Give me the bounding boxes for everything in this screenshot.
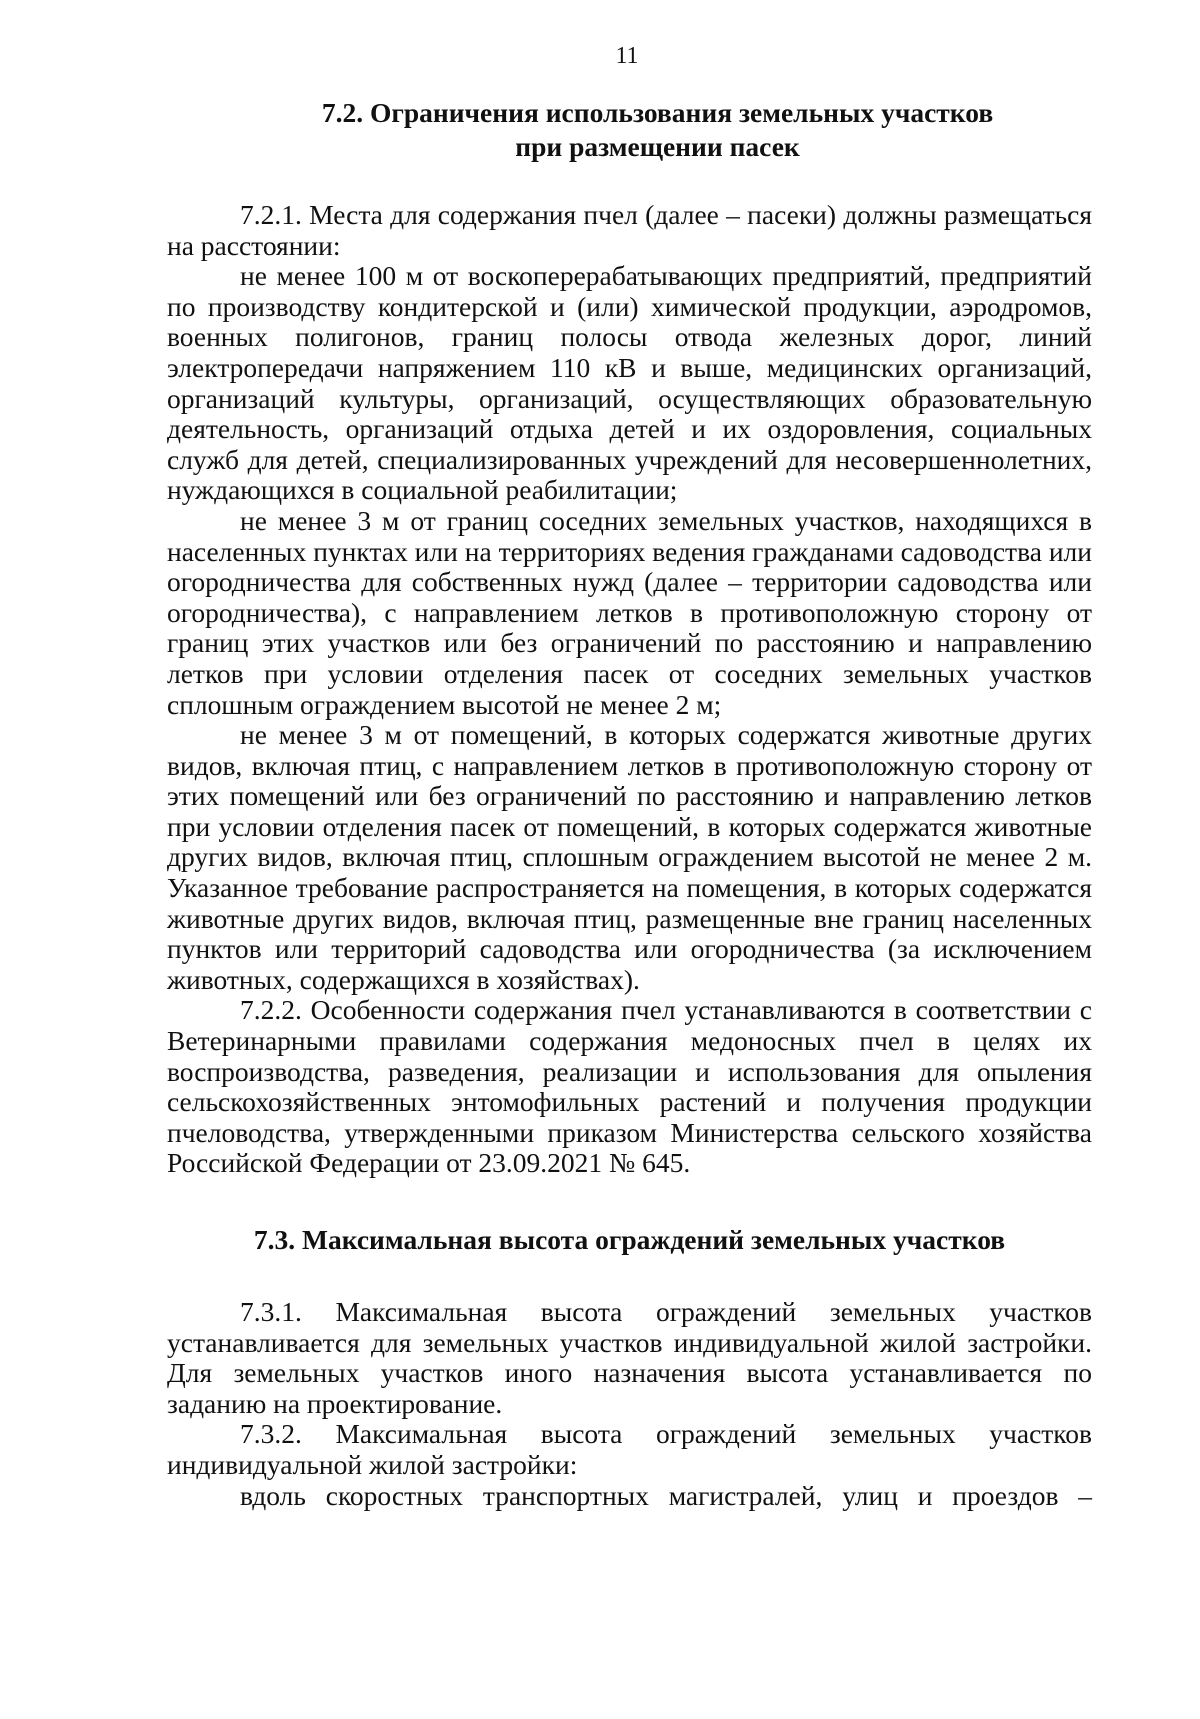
paragraph-distance-100m: не менее 100 м от воскоперерабатывающих предприятий, предприятий по производству кондитерской и (или) химической продукции, аэродромов, военных полигонов, границ полосы отвода железных дорог, линий электропередачи напряжением 110 кВ и выше, медицинских организаций, организаций культуры, организаций, осуществляющих образовательную деятельность, организаций отдыха детей и их оздоровления, социальных служб для детей, специализированных учреждений для несовершеннолетних, нуждающихся в социальной реабилитации; [167,260,1092,506]
section-7-2-heading-line1: 7.2. Ограничения использования земельных участков [321,97,994,128]
paragraph-along-highways: вдоль скоростных транспортных магистралей, улиц и проездов – [240,1479,1092,1511]
spacer [167,164,1092,200]
paragraph-7-3-2: 7.3.2. Максимальная высота ограждений земельных участков индивидуальной жилой застройки: [167,1418,1092,1480]
section-7-2-heading-line2: при размещении пасек [515,131,800,162]
page-number: 11 [615,43,639,69]
spacer [167,1257,1092,1297]
paragraph-7-3-1: 7.3.1. Максимальная высота ограждений земельных участков устанавливается для земельных участков индивидуальной жилой застройки. Для земельных участков иного назначения высота устанавливается по заданию на проектирование. [167,1296,1092,1419]
paragraph-7-2-2: 7.2.2. Особенности содержания пчел устанавливаются в соответствии с Ветеринарными правилами содержания медоносных пчел в целях их воспроизводства, разведения, реализации и использования для опыления сельскохозяйственных энтомофильных растений и получения продукции пчеловодства, утвержденными приказом Министерства сельского хозяйства Российской Федерации от 23.09.2021 № 645. [167,994,1092,1179]
paragraph-distance-3m-plots: не менее 3 м от границ соседних земельных участков, находящихся в населенных пунктах или на территориях ведения гражданами садоводства или огородничества для собственных нужд (далее – территории садоводства или огородничества), с направлением летков в противоположную сторону от границ этих участков или без ограничений по расстоянию и направлению летков при условии отделения пасек от соседних земельных участков сплошным ограждением высотой не менее 2 м; [167,504,1092,720]
section-7-3-heading: 7.3. Максимальная высота ограждений земельных участков [253,1224,1006,1255]
section-7-2-heading [195,96,1120,164]
paragraph-7-2-1: 7.2.1. Места для содержания пчел (далее – пасеки) должны размещаться на расстоянии: [167,199,1092,261]
paragraph-distance-3m-premises: не менее 3 м от помещений, в которых содержатся животные других видов, включая птиц, с направлением летков в противоположную сторону от этих помещений или без ограничений по расстоянию и направлению летков при условии отделения пасек от помещений, в которых содержатся животные других видов, включая птиц, сплошным ограждением высотой не менее 2 м. Указанное требование распространяется на помещения, в которых содержатся животные других видов, включая птиц, размещенные вне границ населенных пунктов или территорий садоводства или огородничества (за исключением животных, содержащихся в хозяйствах). [167,719,1092,995]
page-content [167,96,1092,1511]
spacer [167,1179,1092,1223]
